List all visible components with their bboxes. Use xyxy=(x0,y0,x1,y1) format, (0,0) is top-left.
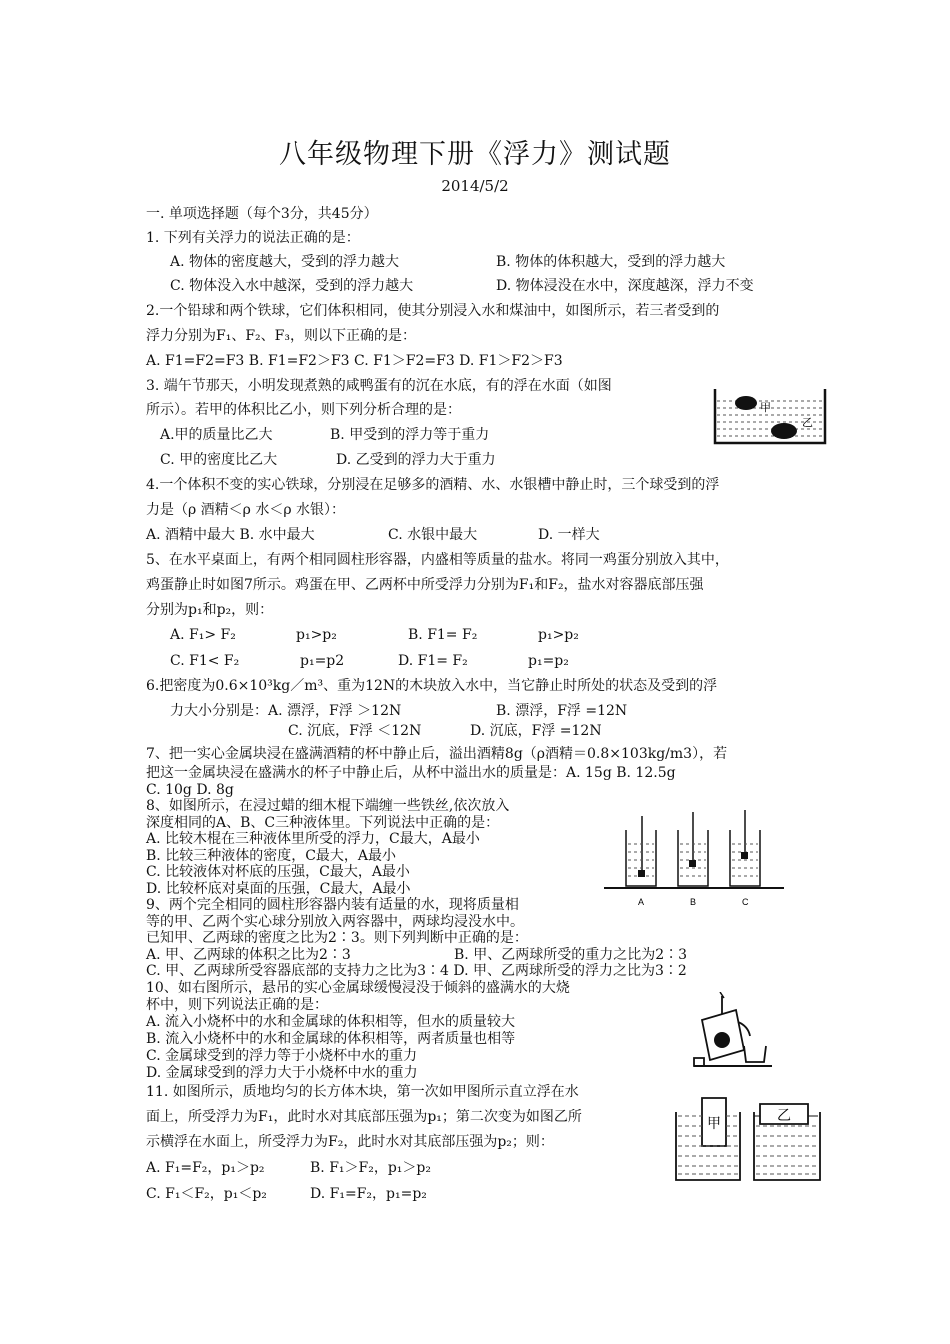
cup-label-c: C xyxy=(742,897,749,907)
question-5-cont2: 分别为p₁和p₂，则： xyxy=(146,602,274,618)
q9-option-cd: C. 甲、乙两球所受容器底部的支持力之比为3∶4 D. 甲、乙两球所受的浮力之比为3∶2 xyxy=(146,963,687,979)
q4-option-d: D. 一样大 xyxy=(538,527,600,543)
question-7: 7、把一实心金属块浸在盛满酒精的杯中静止后，溢出酒精8g（ρ酒精＝0.8×103kg/m3），若 xyxy=(146,746,728,762)
q1-option-c: C. 物体没入水中越深，受到的浮力越大 xyxy=(170,278,414,294)
q5-option-c2: p₁=p2 xyxy=(300,653,345,669)
question-7-cont: 把这一金属块浸在盛满水的杯子中静止后，从杯中溢出水的质量是：A. 15g B. 12.5g xyxy=(146,765,676,781)
question-4: 4.一个体积不变的实心铁球，分别浸在足够多的酒精、水、水银槽中静止时，三个球受到的浮 xyxy=(146,477,720,493)
question-2-cont: 浮力分别为F₁、F₂、F₃，则以下正确的是： xyxy=(146,328,416,344)
cup-label-b: B xyxy=(690,897,697,907)
q5-option-b: B. F1= F₂ xyxy=(408,627,478,643)
exam-date: 2014/5/2 xyxy=(441,177,509,195)
question-6: 6.把密度为0.6×10³kg／m³、重为12N的木块放入水中，当它静止时所处的状态及受到的浮 xyxy=(146,678,718,694)
q3-option-d: D. 乙受到的浮力大于重力 xyxy=(336,452,496,468)
q3-option-b: B. 甲受到的浮力等于重力 xyxy=(330,427,490,443)
egg-container-figure xyxy=(712,385,828,447)
q11-option-b: B. F₁＞F₂，p₁＞p₂ xyxy=(310,1160,431,1176)
q3-option-a: A.甲的质量比乙大 xyxy=(160,427,273,443)
q6-option-c: C. 沉底，F浮 ＜12N xyxy=(288,723,422,739)
question-4-cont: 力是（ρ 酒精＜ρ 水＜ρ 水银）： xyxy=(146,502,346,518)
question-8: 8、如图所示，在浸过蜡的细木棍下端缠一些铁丝,依次放入 xyxy=(146,798,510,814)
q5-option-a: A. F₁> F₂ xyxy=(170,627,236,643)
question-2: 2.一个铅球和两个铁球，它们体积相同，使其分别浸入水和煤油中，如图所示，若三者受到的 xyxy=(146,303,720,319)
question-9: 9、两个完全相同的圆柱形容器内装有适量的水，现将质量相 xyxy=(146,897,519,913)
q8-option-b: B. 比较三种液体的密度，C最大，A最小 xyxy=(146,848,397,864)
question-1: 1. 下列有关浮力的说法正确的是： xyxy=(146,230,360,246)
block-label-jia: 甲 xyxy=(707,1117,721,1132)
question-8-cont: 深度相同的A、B、C三种液体里。下列说法中正确的是： xyxy=(146,815,500,831)
egg-label-jia: 甲 xyxy=(760,402,771,414)
question-3-cont: 所示）。若甲的体积比乙小，则下列分析合理的是： xyxy=(146,402,461,418)
q5-option-c: C. F1< F₂ xyxy=(170,653,240,669)
q1-option-d: D. 物体浸没在水中，深度越深，浮力不变 xyxy=(496,278,754,294)
question-9-cont: 等的甲、乙两个实心球分别放入两容器中，两球均浸没水中。 xyxy=(146,914,524,930)
q5-option-d: D. F1= F₂ xyxy=(398,653,468,669)
q8-option-d: D. 比较杯底对桌面的压强，C最大，A最小 xyxy=(146,881,411,897)
q7-options-cd: C. 10g D. 8g xyxy=(146,782,234,798)
three-cups-figure xyxy=(600,808,788,912)
question-11-cont: 面上，所受浮力为F₁，此时水对其底部压强为p₁；第二次变为如图乙所 xyxy=(146,1109,582,1125)
question-9-cont2: 已知甲、乙两球的密度之比为2∶3。则下列判断中正确的是： xyxy=(146,930,528,946)
cup-label-a: A xyxy=(638,897,645,907)
q4-option-ab: A. 酒精中最大 B. 水中最大 xyxy=(146,527,315,543)
q5-option-b2: p₁>p₂ xyxy=(538,627,579,643)
q11-option-a: A. F₁=F₂，p₁＞p₂ xyxy=(146,1160,265,1176)
question-11-cont2: 示横浮在水面上，所受浮力为F₂，此时水对其底部压强为p₂；则： xyxy=(146,1134,554,1150)
q6-options-ab: 力大小分别是：A. 漂浮，F浮 ＞12N xyxy=(170,703,402,719)
block-label-yi: 乙 xyxy=(777,1109,791,1124)
tilted-beaker-figure xyxy=(688,992,774,1072)
q8-option-c: C. 比较液体对杯底的压强，C最大，A最小 xyxy=(146,864,410,880)
q11-option-c: C. F₁＜F₂，p₁＜p₂ xyxy=(146,1186,267,1202)
egg-label-yi: 乙 xyxy=(802,417,813,429)
q9-option-a: A. 甲、乙两球的体积之比为2∶3 xyxy=(146,947,351,963)
q9-option-b: B. 甲、乙两球所受的重力之比为2∶3 xyxy=(454,947,688,963)
q10-option-b: B. 流入小烧杯中的水和金属球的体积相等，两者质量也相等 xyxy=(146,1031,516,1047)
q5-option-a2: p₁>p₂ xyxy=(296,627,337,643)
section-header: 一. 单项选择题（每个3分，共45分） xyxy=(146,206,378,222)
q6-option-b: B. 漂浮，F浮 =12N xyxy=(496,703,628,719)
q1-option-b: B. 物体的体积越大，受到的浮力越大 xyxy=(496,254,726,270)
question-11: 11. 如图所示，质地均匀的长方体木块，第一次如甲图所示直立浮在水 xyxy=(146,1084,579,1100)
question-10-cont: 杯中，则下列说法正确的是： xyxy=(146,997,328,1013)
q6-option-d: D. 沉底，F浮 =12N xyxy=(470,723,602,739)
floating-blocks-figure xyxy=(672,1092,824,1184)
page-title: 八年级物理下册《浮力》测试题 xyxy=(279,139,671,170)
q3-option-c: C. 甲的密度比乙大 xyxy=(160,452,278,468)
q10-option-d: D. 金属球受到的浮力大于小烧杯中水的重力 xyxy=(146,1065,418,1081)
q1-option-a: A. 物体的密度越大，受到的浮力越大 xyxy=(170,254,400,270)
q11-option-d: D. F₁=F₂，p₁=p₂ xyxy=(310,1186,427,1202)
q4-option-c: C. 水银中最大 xyxy=(388,527,478,543)
q5-option-d2: p₁=p₂ xyxy=(528,653,569,669)
question-3: 3. 端午节那天，小明发现煮熟的咸鸭蛋有的沉在水底，有的浮在水面（如图 xyxy=(146,378,612,394)
q10-option-a: A. 流入小烧杯中的水和金属球的体积相等，但水的质量较大 xyxy=(146,1014,516,1030)
question-5: 5、在水平桌面上，有两个相同圆柱形容器，内盛相等质量的盐水。将同一鸡蛋分别放入其中， xyxy=(146,552,729,568)
question-5-cont: 鸡蛋静止时如图7所示。鸡蛋在甲、乙两杯中所受浮力分别为F₁和F₂，盐水对容器底部压强 xyxy=(146,577,704,593)
q10-option-c: C. 金属球受到的浮力等于小烧杯中水的重力 xyxy=(146,1048,418,1064)
q8-option-a: A. 比较木棍在三种液体里所受的浮力，C最大，A最小 xyxy=(146,831,480,847)
question-10: 10、如右图所示，悬吊的实心金属球缓慢浸没于倾斜的盛满水的大烧 xyxy=(146,980,570,996)
q2-options: A. F1=F2=F3 B. F1=F2＞F3 C. F1＞F2=F3 D. F1＞F2＞F3 xyxy=(146,353,563,369)
